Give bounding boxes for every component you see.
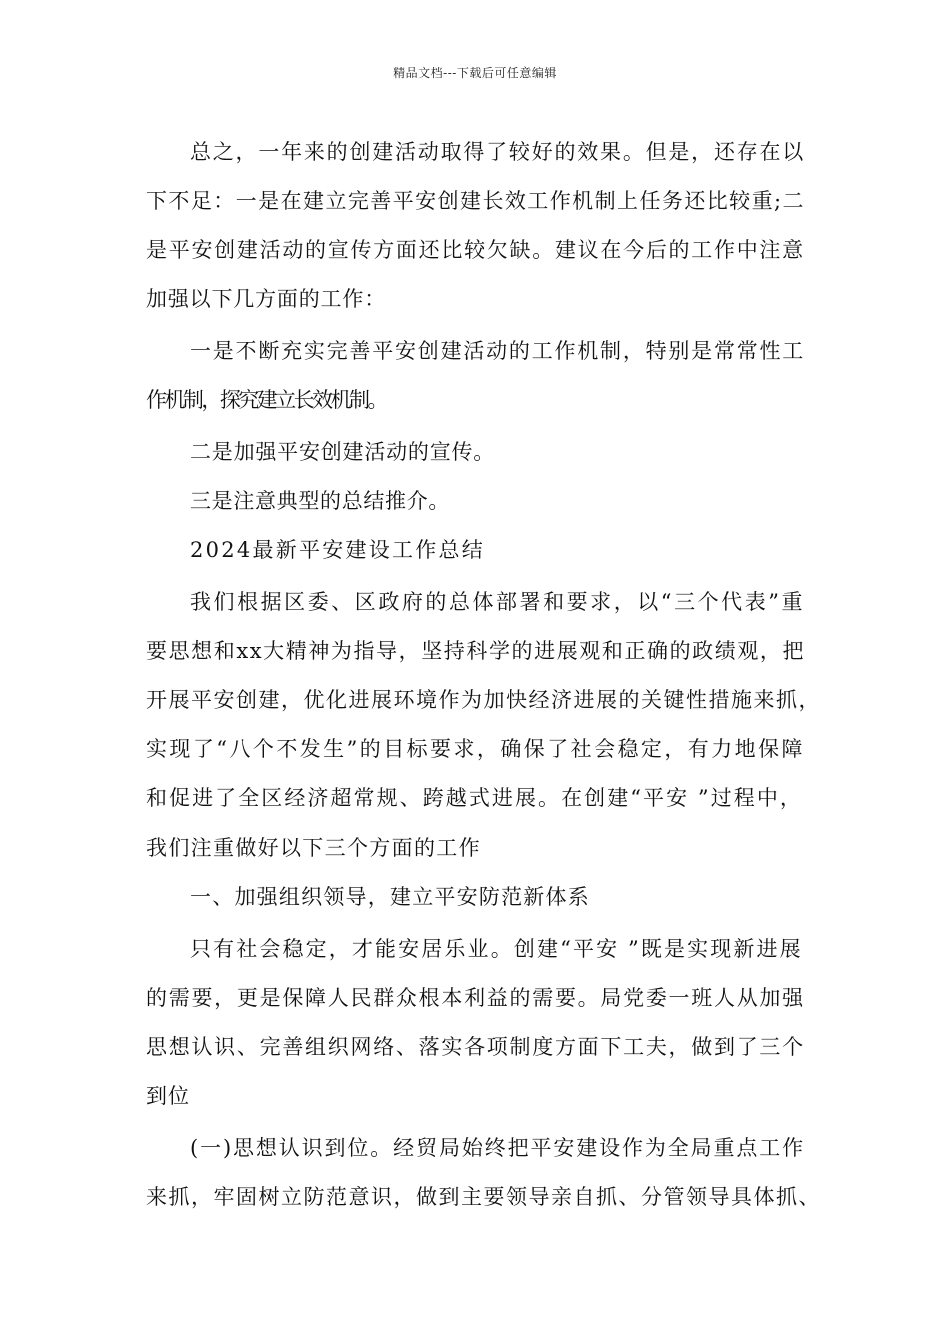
body-line: 实现了“八个不发生”的目标要求，确保了社会稳定，有力地保障 — [146, 737, 805, 761]
body-line: 我们根据区委、区政府的总体部署和要求，以“三个代表”重 — [190, 590, 806, 614]
body-line: 只有社会稳定，才能安居乐业。创建“平安 ”既是实现新进展 — [190, 937, 803, 961]
section-heading: 一、加强组织领导，建立平安防范新体系 — [190, 885, 590, 909]
body-line: 我们注重做好以下三个方面的工作 — [146, 836, 481, 860]
body-line: 开展平安创建，优化进展环境作为加快经济进展的关键性措施来抓， — [146, 688, 821, 712]
body-line: 三是注意典型的总结推介。 — [190, 489, 451, 513]
body-line: 来抓，牢固树立防范意识，做到主要领导亲自抓、分管领导具体抓、 — [146, 1185, 821, 1209]
page-header: 精品文档---下载后可任意编辑 — [393, 66, 557, 80]
body-line: 加强以下几方面的工作： — [146, 287, 387, 311]
section-title: 2024最新平安建设工作总结 — [190, 538, 485, 562]
body-line: 是平安创建活动的宣传方面还比较欠缺。建议在今后的工作中注意 — [146, 238, 805, 262]
body-line: 思想认识、完善组织网络、落实各项制度方面下工夫，做到了三个 — [146, 1035, 805, 1059]
body-line: 下不足：一是在建立完善平安创建长效工作机制上任务还比较重;二 — [146, 189, 805, 213]
body-line: 到位 — [146, 1084, 190, 1108]
body-line: 和促进了全区经济超常规、跨越式进展。在创建“平安 ”过程中， — [146, 786, 803, 810]
body-line: 二是加强平安创建活动的宣传。 — [190, 440, 496, 464]
body-line: 要思想和xx大精神为指导，坚持科学的进展观和正确的政绩观，把 — [146, 639, 806, 663]
body-line: 一是不断充实完善平安创建活动的工作机制，特别是常常性工 — [190, 339, 806, 363]
body-line: 的需要，更是保障人民群众根本利益的需要。局党委一班人从加强 — [146, 986, 805, 1010]
body-line: (一)思想认识到位。经贸局始终把平安建设作为全局重点工作 — [190, 1136, 806, 1160]
body-line: 作机制，探究建立长效机制。 — [146, 388, 386, 412]
body-line: 总之，一年来的创建活动取得了较好的效果。但是，还存在以 — [190, 140, 806, 164]
